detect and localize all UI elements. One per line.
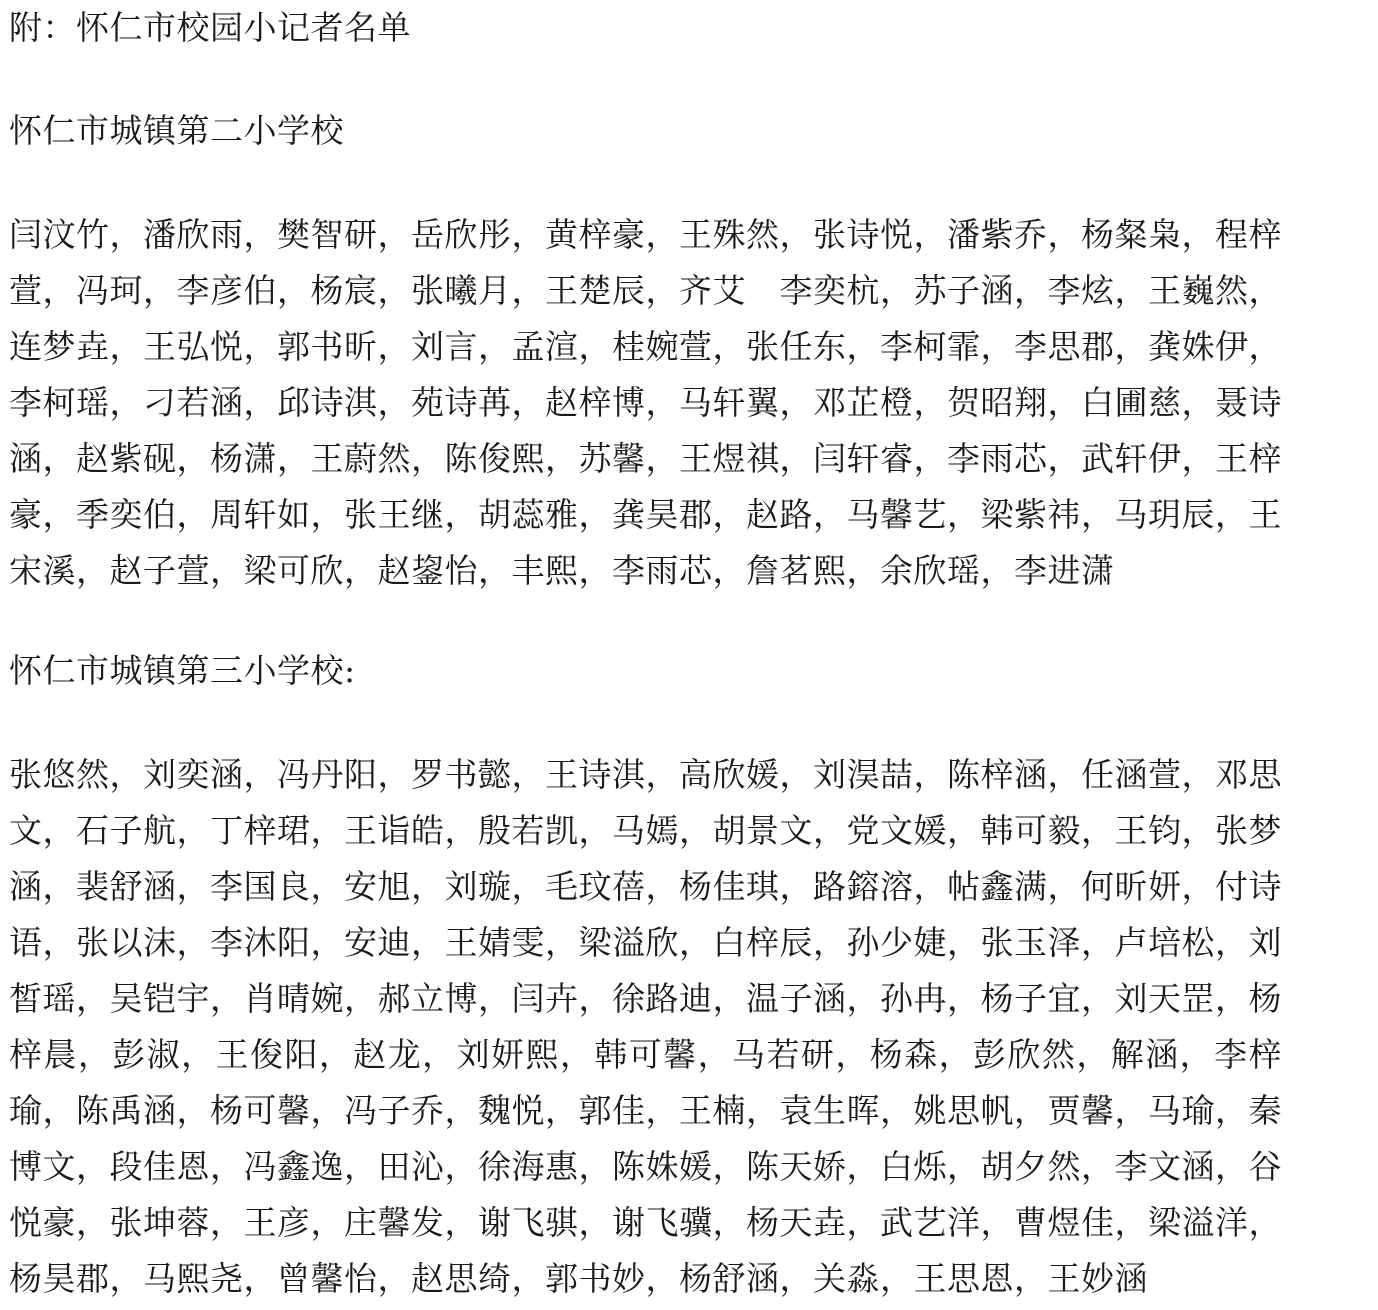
- school-heading-2: 怀仁市城镇第二小学校: [9, 111, 344, 150]
- name-list-line: 张悠然，刘奕涵，冯丹阳，罗书懿，王诗淇，高欣媛，刘淏喆，陈梓涵，任涵萱，邓思: [9, 755, 1282, 794]
- document-title: 附：怀仁市校园小记者名单: [9, 8, 411, 47]
- name-list-line: 语，张以沫，李沐阳，安迪，王婧雯，梁溢欣，白梓辰，孙少婕，张玉泽，卢培松，刘: [9, 923, 1282, 962]
- name-list-line: 闫汶竹，潘欣雨，樊智研，岳欣彤，黄梓豪，王殊然，张诗悦，潘紫乔，杨粲枭，程梓: [9, 215, 1282, 254]
- name-list-line: 博文，段佳恩，冯鑫逸，田沁，徐海惠，陈姝媛，陈天娇，白烁，胡夕然，李文涵，谷: [9, 1147, 1282, 1186]
- name-list-line: 连梦垚，王弘悦，郭书昕，刘言，孟渲，桂婉萱，张任东，李柯霏，李思郡，龚姝伊，: [9, 327, 1282, 366]
- name-list-line: 梓晨，彭淑，王俊阳，赵龙，刘妍熙，韩可馨，马若研，杨森，彭欣然，解涵，李梓: [9, 1035, 1282, 1074]
- name-list-line: 萱，冯珂，李彦伯，杨宸，张曦月，王楚辰，齐艾 李奕杭，苏子涵，李炫，王巍然，: [9, 271, 1282, 310]
- name-list-line: 涵，裴舒涵，李国良，安旭，刘璇，毛玟蓓，杨佳琪，路鎔溶，帖鑫满，何昕妍，付诗: [9, 867, 1282, 906]
- name-list-line: 皙瑶，吴铠宇，肖晴婉，郝立博，闫卉，徐路迪，温子涵，孙冉，杨子宜，刘天罡，杨: [9, 979, 1282, 1018]
- name-list-line: 宋溪，赵子萱，梁可欣，赵鋆怡，丰熙，李雨芯，詹茗熙，余欣瑶，李进潇: [9, 551, 1115, 590]
- name-list-school-3: [9, 747, 1282, 1307]
- name-list-line: 豪，季奕伯，周轩如，张王继，胡蕊雅，龚昊郡，赵路，马馨艺，梁紫祎，马玥辰，王: [9, 495, 1282, 534]
- name-list-school-2: [9, 207, 1282, 599]
- name-list-line: 悦豪，张坤蓉，王彦，庄馨发，谢飞骐，谢飞骥，杨天垚，武艺洋，曹煜佳，梁溢洋，: [9, 1203, 1282, 1242]
- school-heading-3: 怀仁市城镇第三小学校:: [9, 651, 356, 690]
- name-list-line: 瑜，陈禹涵，杨可馨，冯子乔，魏悦，郭佳，王楠，袁生晖，姚思帆，贾馨，马瑜，秦: [9, 1091, 1282, 1130]
- name-list-line: 文，石子航，丁梓珺，王诣皓，殷若凯，马嫣，胡景文，党文媛，韩可毅，王钧，张梦: [9, 811, 1282, 850]
- name-list-line: 杨昊郡，马熙尧，曾馨怡，赵思绮，郭书妙，杨舒涵，关淼，王思恩，王妙涵: [9, 1259, 1148, 1298]
- name-list-line: 李柯瑶，刁若涵，邱诗淇，苑诗苒，赵梓博，马轩翼，邓芷橙，贺昭翔，白圃慈，聂诗: [9, 383, 1282, 422]
- name-list-line: 涵，赵紫砚，杨潇，王蔚然，陈俊熙，苏馨，王煜祺，闫轩睿，李雨芯，武轩伊，王梓: [9, 439, 1282, 478]
